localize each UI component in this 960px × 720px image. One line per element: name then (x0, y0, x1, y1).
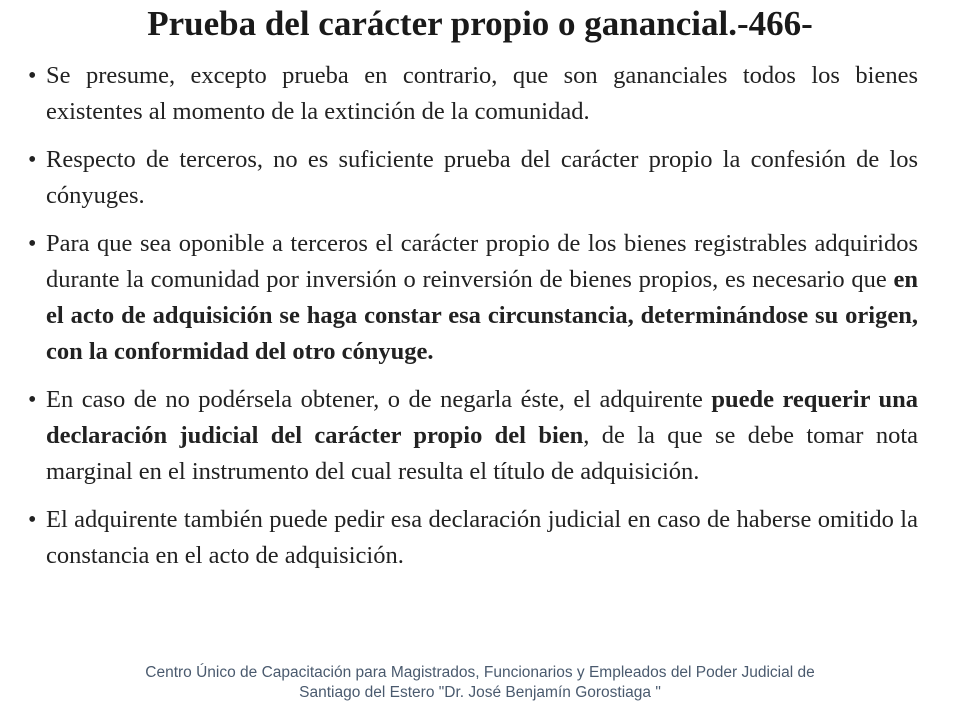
bullet-text (46, 386, 918, 485)
bullet-item (30, 226, 918, 370)
bullet-text-segment: El adquirente también puede pedir esa declaración judicial en caso de haberse omitido la constancia en el acto de adquisición. (46, 506, 918, 569)
footer-line: Santiago del Estero "Dr. José Benjamín Gorostiaga " (299, 684, 661, 701)
bullet-text (46, 146, 918, 209)
bullet-dot-icon: • (28, 387, 37, 413)
footer-line: Centro Único de Capacitación para Magistrados, Funcionarios y Empleados del Poder Judicial de (145, 664, 815, 681)
bullet-text-segment: , de la que se debe tomar nota marginal en el instrumento del cual resulta el título de adquisición. (46, 422, 918, 485)
slide-title: Prueba del carácter propio o ganancial.-466- (147, 4, 813, 43)
bullet-dot-icon: • (28, 147, 37, 173)
bullet-item (30, 382, 918, 490)
footer (60, 663, 900, 703)
bullet-item (30, 142, 918, 214)
bullet-text-bold-segment: en el acto de adquisición se haga constar esa circunstancia, determinándose su origen, con la conformidad del otro cónyuge. (46, 266, 918, 365)
bullet-dot-icon: • (28, 507, 37, 533)
bullet-item (30, 502, 918, 574)
bullet-item (30, 58, 918, 130)
bullet-dot-icon: • (28, 63, 37, 89)
bullet-text-segment: Respecto de terceros, no es suficiente prueba del carácter propio la confesión de los cónyuges. (46, 146, 918, 209)
bullet-list (30, 58, 918, 586)
bullet-text (46, 230, 918, 365)
bullet-text (46, 62, 918, 125)
bullet-text (46, 506, 918, 569)
bullet-text-segment: Para que sea oponible a terceros el carácter propio de los bienes registrables adquiridos durante la comunidad por inversión o reinversión de bienes propios, es necesario que (46, 230, 918, 293)
bullet-dot-icon: • (28, 231, 37, 257)
bullet-text-segment: Se presume, excepto prueba en contrario, que son gananciales todos los bienes existentes al momento de la extinción de la comunidad. (46, 62, 918, 125)
bullet-text-bold-segment: puede requerir una declaración judicial del carácter propio del bien (46, 386, 919, 449)
bullet-text-segment: En caso de no podérsela obtener, o de negarla éste, el adquirente (46, 386, 712, 413)
